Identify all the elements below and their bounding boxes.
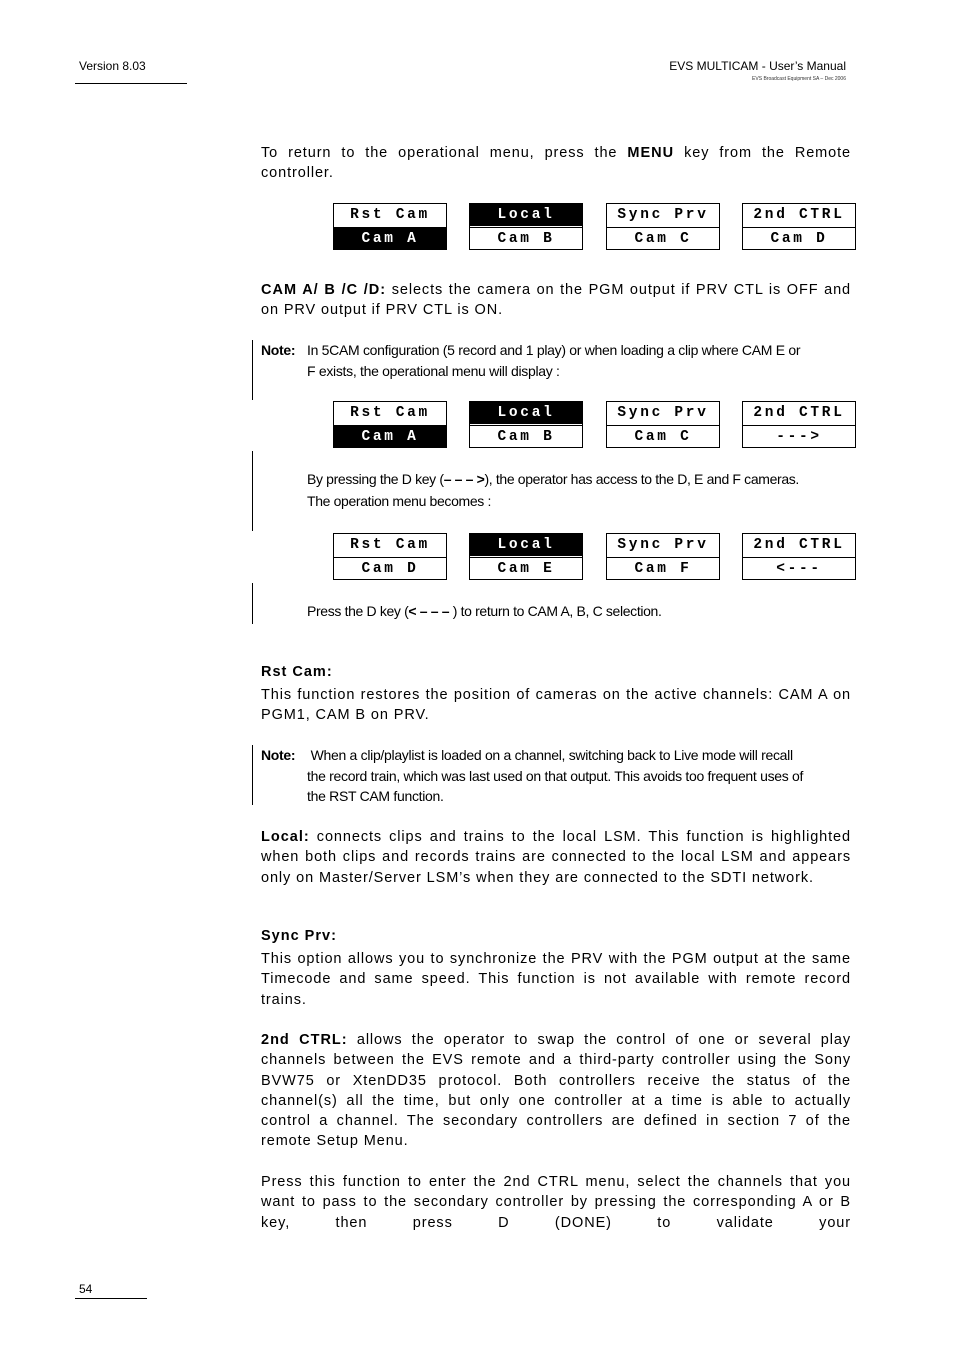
key-top-label: Local xyxy=(470,534,582,556)
intro-text-end: key from the Remote controller. xyxy=(261,145,851,182)
key-bottom-label: Cam D xyxy=(334,557,446,580)
note-label: Note: xyxy=(261,747,296,763)
change-bar xyxy=(252,340,253,400)
d-key-text: Press the D key ( xyxy=(307,603,409,619)
key-top-label: Rst Cam xyxy=(350,405,430,421)
d-key-text: ), the operator has access to the D, E and F cameras. xyxy=(484,471,799,487)
key-bottom-label: Cam C xyxy=(607,425,719,448)
key-bottom-label: Cam C xyxy=(607,227,719,250)
menu-key-local[interactable] xyxy=(469,533,583,580)
manual-title: EVS MULTICAM - User’s Manual xyxy=(669,59,846,73)
key-top-label: Sync Prv xyxy=(617,207,709,223)
key-top-label: 2nd CTRL xyxy=(753,405,845,421)
d-key-forward-paragraph xyxy=(307,469,867,512)
key-top-label: Rst Cam xyxy=(350,537,430,553)
arrow-back-label: < – – – xyxy=(408,603,450,619)
second-ctrl-text: allows the operator to swap the control of one or several play channels between the EVS remote and a third-party controller using the Sony BVW75 or XtenDD35 protocol. Both controllers receive the status of the channel(s) all the time, but only one controller at a time is able to actually control a channel. The secondary controllers are defined in section 7 of the remote Setup Menu. xyxy=(261,1032,851,1150)
key-bottom-label: Cam A xyxy=(334,425,446,448)
note-line: the record train, which was last used on that output. This avoids too frequent uses of xyxy=(307,767,804,784)
version-label: Version 8.03 xyxy=(79,59,146,73)
key-bottom-label: Cam A xyxy=(334,227,446,250)
cam-selection-label: CAM A/ B /C /D: xyxy=(261,282,387,298)
menu-key-sync-prv[interactable] xyxy=(606,203,720,250)
key-top-label: Rst Cam xyxy=(350,207,430,223)
rst-cam-paragraph: This function restores the position of cameras on the active channels: CAM A on PGM1, CAM B on PRV. xyxy=(261,687,851,724)
d-key-text: The operation menu becomes : xyxy=(307,492,491,509)
key-top-label: Sync Prv xyxy=(617,537,709,553)
menu-key-rst-cam[interactable] xyxy=(333,401,447,448)
d-key-return-paragraph xyxy=(307,601,867,623)
d-key-text: ) to return to CAM A, B, C selection. xyxy=(449,603,662,619)
local-paragraph xyxy=(261,827,851,888)
menu-key-rst-cam[interactable] xyxy=(333,203,447,250)
sync-prv-heading: Sync Prv: xyxy=(261,928,337,944)
note-5cam xyxy=(261,340,851,381)
menu-key-sync-prv[interactable] xyxy=(606,533,720,580)
menu-key-2nd-ctrl[interactable] xyxy=(742,401,856,448)
d-key-text: By pressing the D key ( xyxy=(307,471,444,487)
change-bar xyxy=(252,745,253,805)
key-bottom-label: Cam B xyxy=(470,227,582,250)
local-label: Local: xyxy=(261,829,310,845)
rst-cam-heading: Rst Cam: xyxy=(261,664,333,680)
key-top-label: Sync Prv xyxy=(617,405,709,421)
key-top-label: 2nd CTRL xyxy=(753,537,845,553)
key-top-label: Local xyxy=(470,204,582,226)
note-line: F exists, the operational menu will display : xyxy=(307,362,560,379)
key-bottom-label: <--- xyxy=(743,557,855,580)
key-bottom-label: Cam D xyxy=(743,227,855,250)
intro-paragraph xyxy=(261,143,851,184)
sync-prv-paragraph: This option allows you to synchronize the PRV with the PGM output at the same Timecode and same speed. This function is not available with remote record trains. xyxy=(261,951,851,1008)
local-text: connects clips and trains to the local LSM. This function is highlighted when both clips and records trains are connected to the local LSM and appears only on Master/Server LSM’s when they are connected to the SDTI network. xyxy=(261,829,851,886)
key-bottom-label: Cam B xyxy=(470,425,582,448)
note-line: When a clip/playlist is loaded on a channel, switching back to Live mode will recall xyxy=(307,747,793,763)
menu-key-label: MENU xyxy=(627,145,675,161)
second-ctrl-paragraph xyxy=(261,1030,851,1152)
second-ctrl-label: 2nd CTRL: xyxy=(261,1032,348,1048)
manual-subtitle: EVS Broadcast Equipment SA – Dec 2006 xyxy=(752,76,846,82)
cam-selection-paragraph xyxy=(261,280,851,321)
press-function-paragraph: Press this function to enter the 2nd CTRL menu, select the channels that you want to pass to the secondary controller by pressing the corresponding A or B key, then press D (DONE) to validate your xyxy=(261,1174,851,1231)
key-bottom-label: ---> xyxy=(743,425,855,448)
note-live-mode xyxy=(261,745,851,807)
menu-key-local[interactable] xyxy=(469,401,583,448)
menu-key-rst-cam[interactable] xyxy=(333,533,447,580)
note-line: In 5CAM configuration (5 record and 1 play) or when loading a clip where CAM E or xyxy=(307,342,801,358)
arrow-forward-label: – – – > xyxy=(443,471,485,487)
key-top-label: 2nd CTRL xyxy=(753,207,845,223)
change-bar xyxy=(252,583,253,624)
key-bottom-label: Cam E xyxy=(470,557,582,580)
menu-key-2nd-ctrl[interactable] xyxy=(742,533,856,580)
change-bar xyxy=(252,451,253,531)
page-number: 54 xyxy=(79,1282,93,1296)
menu-key-local[interactable] xyxy=(469,203,583,250)
cam-selection-text: selects the camera on the PGM output if PRV CTL is OFF and on PRV output if PRV CTL is ON. xyxy=(261,282,851,319)
key-bottom-label: Cam F xyxy=(607,557,719,580)
menu-key-sync-prv[interactable] xyxy=(606,401,720,448)
intro-text: To return to the operational menu, press the xyxy=(261,145,628,161)
note-label: Note: xyxy=(261,342,296,358)
header-rule xyxy=(75,83,187,84)
footer-rule xyxy=(75,1298,147,1299)
menu-key-2nd-ctrl[interactable] xyxy=(742,203,856,250)
note-line: the RST CAM function. xyxy=(307,788,444,805)
key-top-label: Local xyxy=(470,402,582,424)
